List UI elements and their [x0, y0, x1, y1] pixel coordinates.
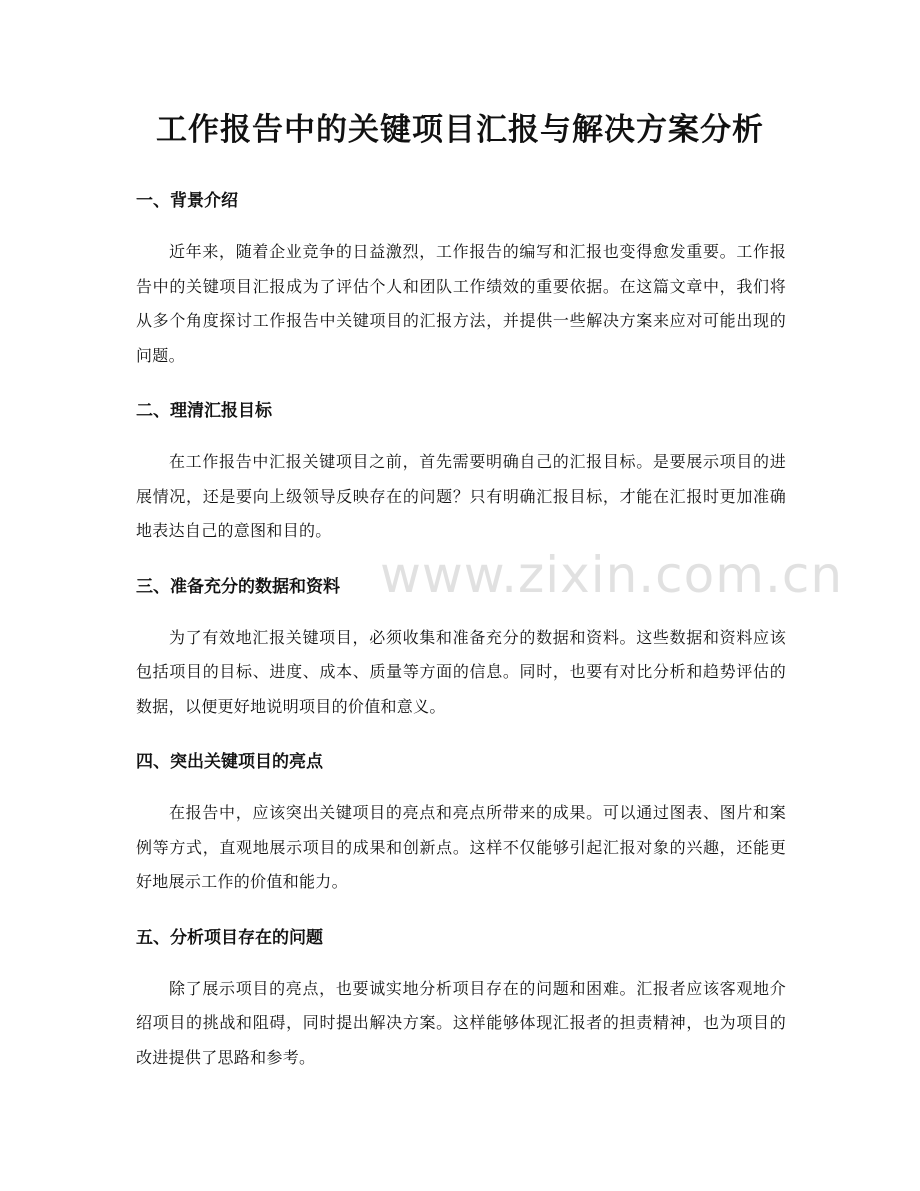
- section-highlights: [136, 747, 786, 900]
- section-background: [136, 186, 786, 373]
- section-paragraph: 除了展示项目的亮点，也要诚实地分析项目存在的问题和困难。汇报者应该客观地介绍项目的挑战和阻碍，同时提出解决方案。这样能够体现汇报者的担责精神，也为项目的改进提供了思路和参考。: [136, 978, 786, 1067]
- section-paragraph: 近年来，随着企业竞争的日益激烈，工作报告的编写和汇报也变得愈发重要。工作报告中的关键项目汇报成为了评估个人和团队工作绩效的重要依据。在这篇文章中，我们将从多个角度探讨工作报告中关键项目的汇报方法，并提供一些解决方案来应对可能出现的问题。: [136, 242, 786, 365]
- document-title: 工作报告中的关键项目汇报与解决方案分析: [156, 112, 764, 148]
- section-heading: 五、分析项目存在的问题: [136, 927, 323, 948]
- section-heading: 一、背景介绍: [136, 191, 238, 211]
- section-data-preparation: [136, 572, 786, 725]
- section-paragraph: 在报告中，应该突出关键项目的亮点和亮点所带来的成果。可以通过图表、图片和案例等方式，直观地展示项目的成果和创新点。这样不仅能够引起汇报对象的兴趣，还能更好地展示工作的价值和能力。: [136, 803, 786, 891]
- section-heading: 四、突出关键项目的亮点: [136, 752, 323, 772]
- document-body: [136, 186, 786, 1098]
- section-paragraph: 为了有效地汇报关键项目，必须收集和准备充分的数据和资料。这些数据和资料应该包括项目的目标、进度、成本、质量等方面的信息。同时，也要有对比分析和趋势评估的数据，以便更好地说明项目的价值和意义。: [136, 627, 786, 716]
- section-problems: [136, 923, 786, 1076]
- watermark: www.zixin.com.cn: [380, 546, 844, 604]
- section-heading: 二、理清汇报目标: [136, 401, 272, 421]
- section-goals: [136, 396, 786, 549]
- section-paragraph: 在工作报告中汇报关键项目之前，首先需要明确自己的汇报目标。是要展示项目的进展情况，还是要向上级领导反映存在的问题？只有明确汇报目标，才能在汇报时更加准确地表达自己的意图和目的。: [136, 452, 786, 540]
- section-heading: 三、准备充分的数据和资料: [136, 576, 340, 597]
